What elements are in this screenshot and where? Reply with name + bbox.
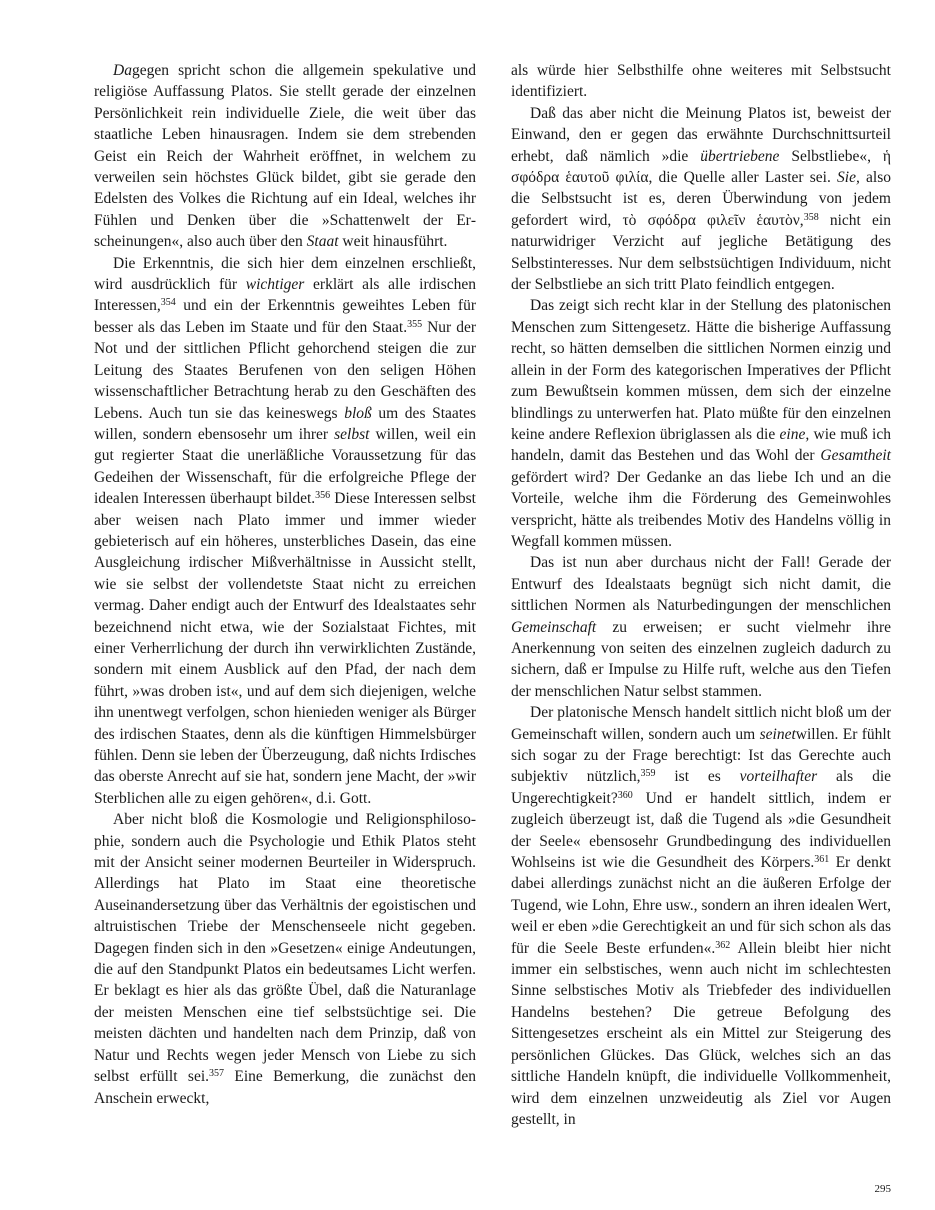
paragraph: Aber nicht bloß die Kosmologie und Religionsphilosophie, sondern auch die Psychologie und Ethik Platos steht mit der Ansicht seiner modernen Beurteiler in Widerspruch. Allerdings hat Plato im Staat eine theoretische Auseinandersetzung über das Verhältnis der egoistischen und altruistischen Triebe der Menschenseele nicht gegeben. Dagegen finden sich in den »Gesetzen« einige Andeutungen, die auf den Standpunkt Platos ein bedeutsames Licht werfen. Er beklagt es hier als das größte Übel, daß die Naturanlage der meisten Menschen eine tief selbstsüchtige sei. Die meisten dächten und handelten nach dem Prinzip, daß von Natur und Rechts wegen jeder Mensch von Liebe zu sich selbst erfüllt sei.$^{357}$ Eine Bemerkung, die zunächst den Anschein erweckt, bbox=[94, 811, 476, 1107]
paragraph: Das ist nun aber durchaus nicht der Fall! Gerade der Entwurf des Idealstaats begnügt sich nicht damit, die sittlichen Normen als Naturbedingungen der menschlichen Gemeinschaft zu erweisen; er sucht vielmehr ihre Anerkennung von seiten des einzelnen zugleich dadurch zu sichern, daß er Impulse zu Hilfe ruft, welche aus den Tiefen der menschlichen Natur selbst stammen. bbox=[511, 554, 891, 700]
paragraph: Die Erkenntnis, die sich hier dem einzelnen erschließt, wird ausdrücklich für wichtiger erklärt als alle irdischen Interessen,$^{354}$ und ein der Erkenntnis geweihtes Leben für besser als das Leben im Staate und für den Staat.$^{355}$ Nur der Not und der sittlichen Pflicht gehorchend steigen die zur Leitung des Staates Berufenen von den seligen Höhen wissenschaftlicher Betrachtung herab zu den Geschäften des Lebens. Auch tun sie das keineswegs bloß um des Staates willen, sondern ebensosehr um ihrer selbst willen, weil ein gut regierter Staat die unerläßliche Voraussetzung für das Gedeihen der Wissenschaft, für die erfolgreiche Pflege der idealen Interessen überhaupt bildet.$^{356}$ Diese Interessen selbst aber weisen nach Plato immer und immer wieder gebieterisch auf ein höheres, unsterbliches Dasein, das eine Ausgleichung irdischer Mißverhältnisse in Aussicht stellt, wie sie selbst der vollendetste Staat nicht zu erreichen vermag. Daher endigt auch der Entwurf des Idealstaates sehr bezeichnend nicht etwa, wie der Sozialstaat Fichtes, mit einer Verherrlichung der durch ihn verwirklichten Zustände, sondern mit einem Ausblick auf den Pfad, der nach dem führt, »was droben ist«, und auf dem sich diejenigen, welche ihn unentwegt verfolgen, schon hienieden weniger als Bürger des irdischen Staates, denn als die künftigen Himmelsbürger fühlen. Denn sie leben der Überzeugung, daß nichts Irdisches das oberste Anrecht auf sie hat, sondern jene Macht, der »wir Sterblichen alle zu eigen gehören«, d.i. Gott. bbox=[94, 254, 476, 807]
left-column bbox=[94, 60, 476, 1109]
paragraph: als würde hier Selbsthilfe ohne weiteres mit Selbstsucht identifiziert. bbox=[511, 62, 891, 101]
paragraph: Das zeigt sich recht klar in der Stellung des platonischen Menschen zum Sittengesetz. Hätte die bisherige Auffassung recht, so hätten demselben die sittlichen Normen einzig und allein in der Form des kategorischen Imperatives der Pflicht zum Bewußtsein kommen müssen, dem sich der einzelne blindlings zu unterwerfen hat. Plato müßte für den einzelnen keine andere Reflexion übriglassen als die eine, wie muß ich handeln, damit das Bestehen und das Wohl der Gesamtheit gefördert wird? Der Gedanke an das liebe Ich und an die Vorteile, welche ihm die Förderung des Gemeinwohles verspricht, hätte als treibendes Motiv des Handelns völlig in Wegfall kommen müssen. bbox=[511, 297, 891, 550]
paragraph: Dagegen spricht schon die allgemein spekulative und religiöse Auffassung Platos. Sie stellt gerade der einzelnen Persönlichkeit rein individuelle Ziele, die weit über das staatliche Leben hinausragen. Indem sie dem strebenden Geist ein Reich der Wahrheit eröffnet, in welchem zu verweilen sein höchstes Glück bildet, gibt sie gerade den Edelsten des Volkes die Richtung auf ein Ideal, welches ihr Fühlen und Denken über die »Schattenwelt der Erscheinungen«, also auch über den Staat weit hinausführt. bbox=[94, 62, 476, 251]
paragraph: Daß das aber nicht die Meinung Platos ist, beweist der Einwand, den er gegen das erwähnte Durchschnittsurteil erhebt, daß nämlich »die übertriebene Selbstliebe«, ἡ σφόδρα ἑαυτοῦ φιλία, die Quelle aller Laster sei. Sie, also die Selbstsucht ist es, deren Überwindung von jedem gefordert wird, τὸ σφόδρα φιλεῖν ἑαυτὸν,$^{358}$ nicht ein naturwidriger Verzicht auf jegliche Betätigung des Selbstinteresses. Nur dem selbstsüchtigen Individuum, nicht der Selbstliebe an sich tritt Plato feindlich entgegen. bbox=[511, 104, 891, 294]
page-number: 295 bbox=[874, 1183, 891, 1195]
paragraph: Der platonische Mensch handelt sittlich nicht bloß um der Gemeinschaft willen, sondern auch um seinetwillen. Er fühlt sich sogar zu der Frage berechtigt: Ist das Gerechte auch subjektiv nützlich,$^{359}$ ist es vorteilhafter als die Ungerechtigkeit?$^{360}$ Und er handelt sittlich, indem er zugleich überzeugt ist, daß die Tugend als »die Gesundheit der Seele« ebensosehr Grundbedingung des individuellen Wohlseins ist wie die Gesundheit des Körpers.$^{361}$ Er denkt dabei allerdings zunächst nicht an die äußeren Erfolge der Tugend, wie Lohn, Ehre usw., sondern an ihren idealen Wert, weil er eben »die Gerechtigkeit an und für sich schon als das für die Seele Beste erfunden«.$^{362}$ Allein bleibt hier nicht immer ein selbstisches, wenn auch nicht im schlechtesten Sinne selbstisches Motiv als Triebfeder des individuellen Handelns bestehen? Die getreue Befolgung des Sittengesetzes erscheint als ein Mittel zur Steigerung des persönlichen Glückes. Das Glück, welches sich an das sittliche Handeln knüpft, die individuelle Vollkommenheit, wird dem einzelnen unzweideutig als Ziel vor Augen gestellt, in bbox=[511, 704, 892, 1128]
right-column bbox=[511, 60, 891, 1130]
